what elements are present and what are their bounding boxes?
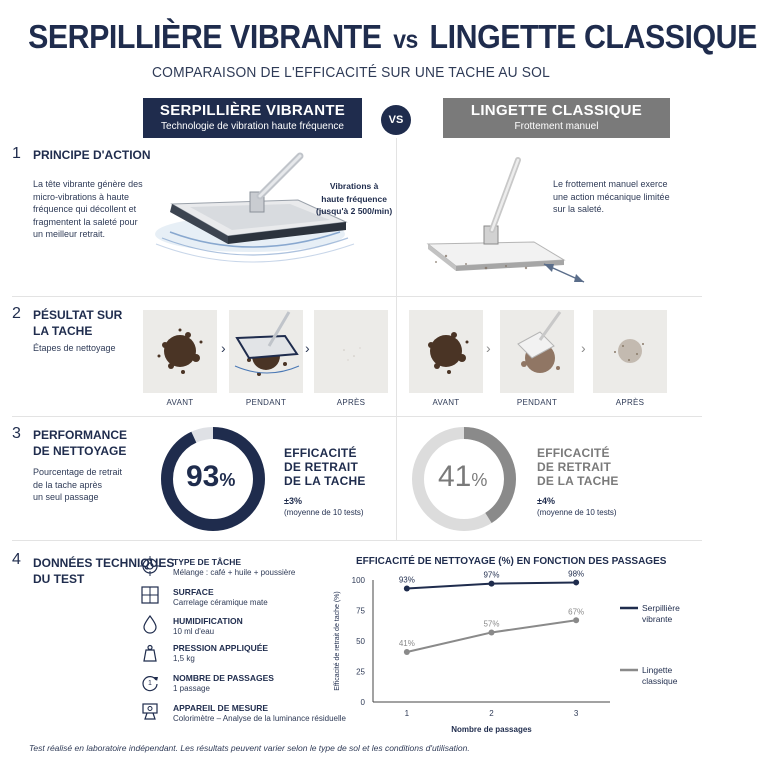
legend-label: vibrante [642,614,673,624]
section-2-number: 2 [12,305,21,322]
measuring-device-icon [140,701,160,721]
wipe-before-photo [409,310,483,393]
chevron-right-icon: › [581,340,586,356]
s1-left-line: micro-vibrations à haute [33,191,130,202]
tech-value: 1 passage [173,684,210,693]
s4-title-line: DONNÉES TECHNIQUES [33,556,175,570]
section-divider-2 [12,416,702,417]
vibration-callout [316,180,392,218]
column-divider [396,138,397,540]
tech-label: HUMIDIFICATION [173,616,243,626]
data-point [573,579,579,585]
main-title [28,18,757,56]
section-4-number: 4 [12,551,21,568]
data-point [573,617,579,623]
section-1-left-text [33,178,143,241]
s2-title-line: PÉSULTAT SUR [33,308,123,322]
water-drop-icon [140,614,160,634]
s1-left-line: fragmentent la saleté pour [33,216,138,227]
tech-label: PRESSION APPLIQUÉE [173,643,269,653]
s3-title-line: PERFORMANCE [33,428,128,442]
section-3-description [33,466,122,504]
tech-label: APPAREIL DE MESURE [173,703,269,713]
chevron-right-icon: › [486,340,491,356]
s1-left-line: fréquence qui décollent et [33,204,137,214]
avg-note-right: (moyenne de 10 tests) [537,508,617,517]
y-axis-label: Efficacité de retrait de tache (%) [334,591,341,691]
section-3-number: 3 [12,425,21,442]
section-3-title [33,427,127,459]
title-right: LINGETTE CLASSIQUE [429,18,757,55]
label-before-right: AVANT [432,398,460,407]
s2-title-line: LA TACHE [33,324,93,338]
section-divider-1 [12,296,702,297]
tech-value: 1,5 kg [173,654,195,663]
data-point [489,629,495,635]
y-tick-label: 25 [356,667,365,677]
y-tick-label: 50 [356,637,365,646]
classic-wipe-image [416,156,596,286]
x-tick-label: 2 [489,709,494,718]
x-tick-label: 3 [573,709,579,718]
label-during-left: PENDANT [245,398,287,407]
chart-title: EFFICACITÉ DE NETTOYAGE (%) EN FONCTION DES PASSAGES [356,556,667,567]
subtitle: COMPARAISON DE L'EFFICACITÉ SUR UNE TACHE AU SOL [152,64,550,81]
margin-right: ±4% [537,496,555,506]
pass-cycle-icon [140,672,160,692]
wipe-during-photo [500,310,574,393]
banner-left-subtitle: Technologie de vibration haute fréquence [161,121,344,132]
gauge-classic-value [438,460,487,494]
legend-label: Serpillière [642,603,680,613]
tech-label: SURFACE [173,587,214,597]
vibrating-during-photo [229,310,303,393]
y-tick-label: 100 [351,576,365,585]
gauge-vibrating-value [186,460,235,494]
section-1-number: 1 [12,145,21,162]
eff-line: DE RETRAIT [284,460,358,474]
s4-title-line: DU TEST [33,572,85,586]
tech-value: 10 ml d'eau [173,627,215,636]
title-vs: vs [393,26,418,54]
section-2-title [33,307,122,339]
s3-desc-line: de la tache après [33,479,103,490]
data-label: 57% [483,619,500,629]
data-label: 97% [483,570,500,580]
callout-line: Vibrations à [329,181,379,191]
s3-title-line: DE NETTOYAGE [33,444,127,458]
wipe-after-photo [593,310,667,393]
eff-line: EFFICACITÉ [537,446,610,460]
tile-icon [140,585,160,605]
eff-line: DE LA TACHE [284,474,366,488]
banner-left-title: SERPILLIÈRE VIBRANTE [159,102,346,119]
y-tick-label: 0 [360,698,365,707]
target-icon [140,556,160,576]
avg-note-left: (moyenne de 10 tests) [284,508,364,517]
efficiency-label-right [537,446,619,488]
label-after-left: APRÈS [336,398,366,407]
tech-value: Carrelage céramique mate [173,598,268,607]
banner-vibrating-mop [143,98,362,138]
eff-line: DE RETRAIT [537,460,611,474]
eff-line: EFFICACITÉ [284,446,357,460]
weight-icon [140,643,160,663]
data-point [404,649,410,655]
tech-value: Colorimètre – Analyse de la luminance résiduelle [173,714,346,723]
x-axis-label: Nombre de passages [451,725,532,734]
s1-right-line: sur la saleté. [553,204,605,214]
vs-badge: VS [381,105,411,135]
x-tick-label: 1 [404,709,410,718]
s1-left-line: La tête vibrante génère des [33,179,143,189]
banner-right-title: LINGETTE CLASSIQUE [470,102,643,119]
banner-right-subtitle: Frottement manuel [514,121,599,132]
data-label: 98% [568,569,585,579]
svg-text:1: 1 [148,680,152,687]
section-2-description: Étapes de nettoyage [33,343,116,353]
y-tick-label: 75 [356,606,365,616]
tech-label: TYPE DE TÂCHE [173,557,242,567]
footer-note: Test réalisé en laboratoire indépendant. Les résultats peuvent varier selon le type de sol et les conditions d'utilisation. [29,743,470,753]
efficiency-label-left [284,446,366,488]
label-after-right: APRÈS [615,398,645,407]
callout-line: (jusqu'à 2 500/min) [316,206,393,216]
section-1-right-text [553,178,670,216]
s1-right-line: Le frottement manuel exerce [553,179,668,189]
s3-desc-line: un seul passage [33,492,99,502]
data-point [489,581,495,587]
chevron-right-icon: › [221,340,226,356]
data-point [404,586,410,592]
legend-label: Lingette [642,665,673,675]
title-left: SERPILLIÈRE VIBRANTE [28,18,382,55]
section-1-title: PRINCIPE D'ACTION [33,148,151,162]
margin-left: ±3% [284,496,302,506]
chevron-right-icon: › [305,340,310,356]
eff-line: DE LA TACHE [537,474,619,488]
section-divider-3 [12,540,702,541]
gauge-left-unit: % [219,470,236,490]
tech-label: NOMBRE DE PASSAGES [173,673,274,683]
s1-left-line: un meilleur retrait. [33,229,106,239]
data-label: 67% [568,607,585,617]
data-label: 41% [398,638,415,648]
banner-classic-wipe [443,98,670,138]
gauge-right-unit: % [471,470,488,490]
tech-value: Mélange : café + huile + poussière [173,568,296,577]
vibrating-after-photo [314,310,388,393]
gauge-left-number: 93 [186,460,220,493]
callout-line: haute fréquence [321,193,387,204]
s3-desc-line: Pourcentage de retrait [33,467,123,477]
label-before-left: AVANT [166,398,194,407]
legend-label: classique [642,676,678,686]
s1-right-line: une action mécanique limitée [553,191,670,202]
data-label: 93% [398,575,415,585]
line-chart [330,568,680,738]
gauge-right-number: 41 [438,460,472,493]
vibrating-before-photo [143,310,217,393]
label-during-right: PENDANT [516,398,558,407]
